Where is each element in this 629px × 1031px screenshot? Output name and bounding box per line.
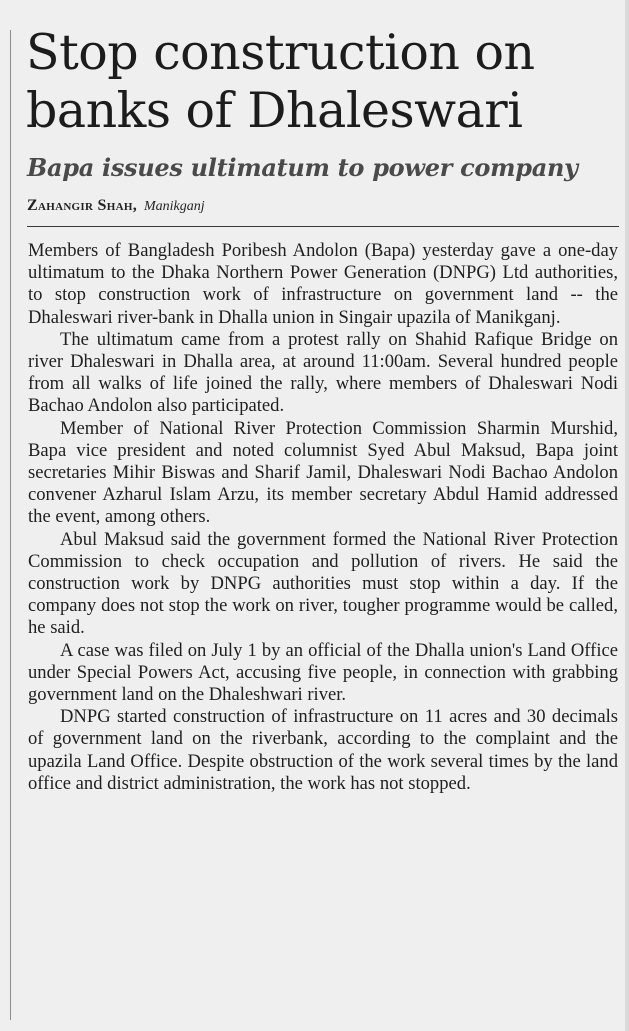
paragraph: The ultimatum came from a protest rally on Shahid Rafique Bridge on river Dhaleswari in Dhalla area, at around 11:00am. Several hundred people from all walks of life joined the rally, where members of Dhaleswari Nodi Bachao Andolon also participated. [28, 328, 618, 417]
byline-location: Manikganj [144, 199, 205, 214]
byline [27, 197, 205, 215]
page-edge [625, 0, 629, 1031]
byline-author: Zahangir Shah, [27, 197, 137, 214]
paragraph: Member of National River Protection Commission Sharmin Murshid, Bapa vice president and noted columnist Syed Abul Maksud, Bapa joint secretaries Mihir Biswas and Sharif Jamil, Dhaleswari Nodi Bachao Andolon convener Azharul Islam Arzu, its member secretary Abdul Hamid addressed the event, among others. [28, 417, 618, 528]
paragraph: A case was filed on July 1 by an official of the Dhalla union's Land Office under Special Powers Act, accusing five people, in connection with grabbing government land on the Dhaleshwari river. [28, 639, 618, 706]
article-body [28, 240, 618, 795]
paragraph: Members of Bangladesh Poribesh Andolon (Bapa) yesterday gave a one-day ultimatum to the Dhaka Northern Power Generation (DNPG) Ltd authorities, to stop construction work of infrastructure on government land -- the Dhaleswari river-bank in Dhalla union in Singair upazila of Manikganj. [28, 240, 618, 328]
subheadline: Bapa issues ultimatum to power company [27, 153, 578, 182]
headline: Stop construction on banks of Dhaleswari [26, 24, 535, 139]
paragraph: DNPG started construction of infrastructure on 11 acres and 30 decimals of government land on the riverbank, according to the complaint and the upazila Land Office. Despite obstruction of the work several times by the land office and district administration, the work has not stopped. [28, 706, 618, 794]
byline-rule [27, 226, 619, 227]
paragraph: Abul Maksud said the government formed the National River Protection Commission to check occupation and pollution of rivers. He said the construction work by DNPG authorities must stop within a day. If the company does not stop the work on river, tougher programme would be called, he said. [28, 528, 618, 639]
column-divider [10, 30, 11, 1020]
